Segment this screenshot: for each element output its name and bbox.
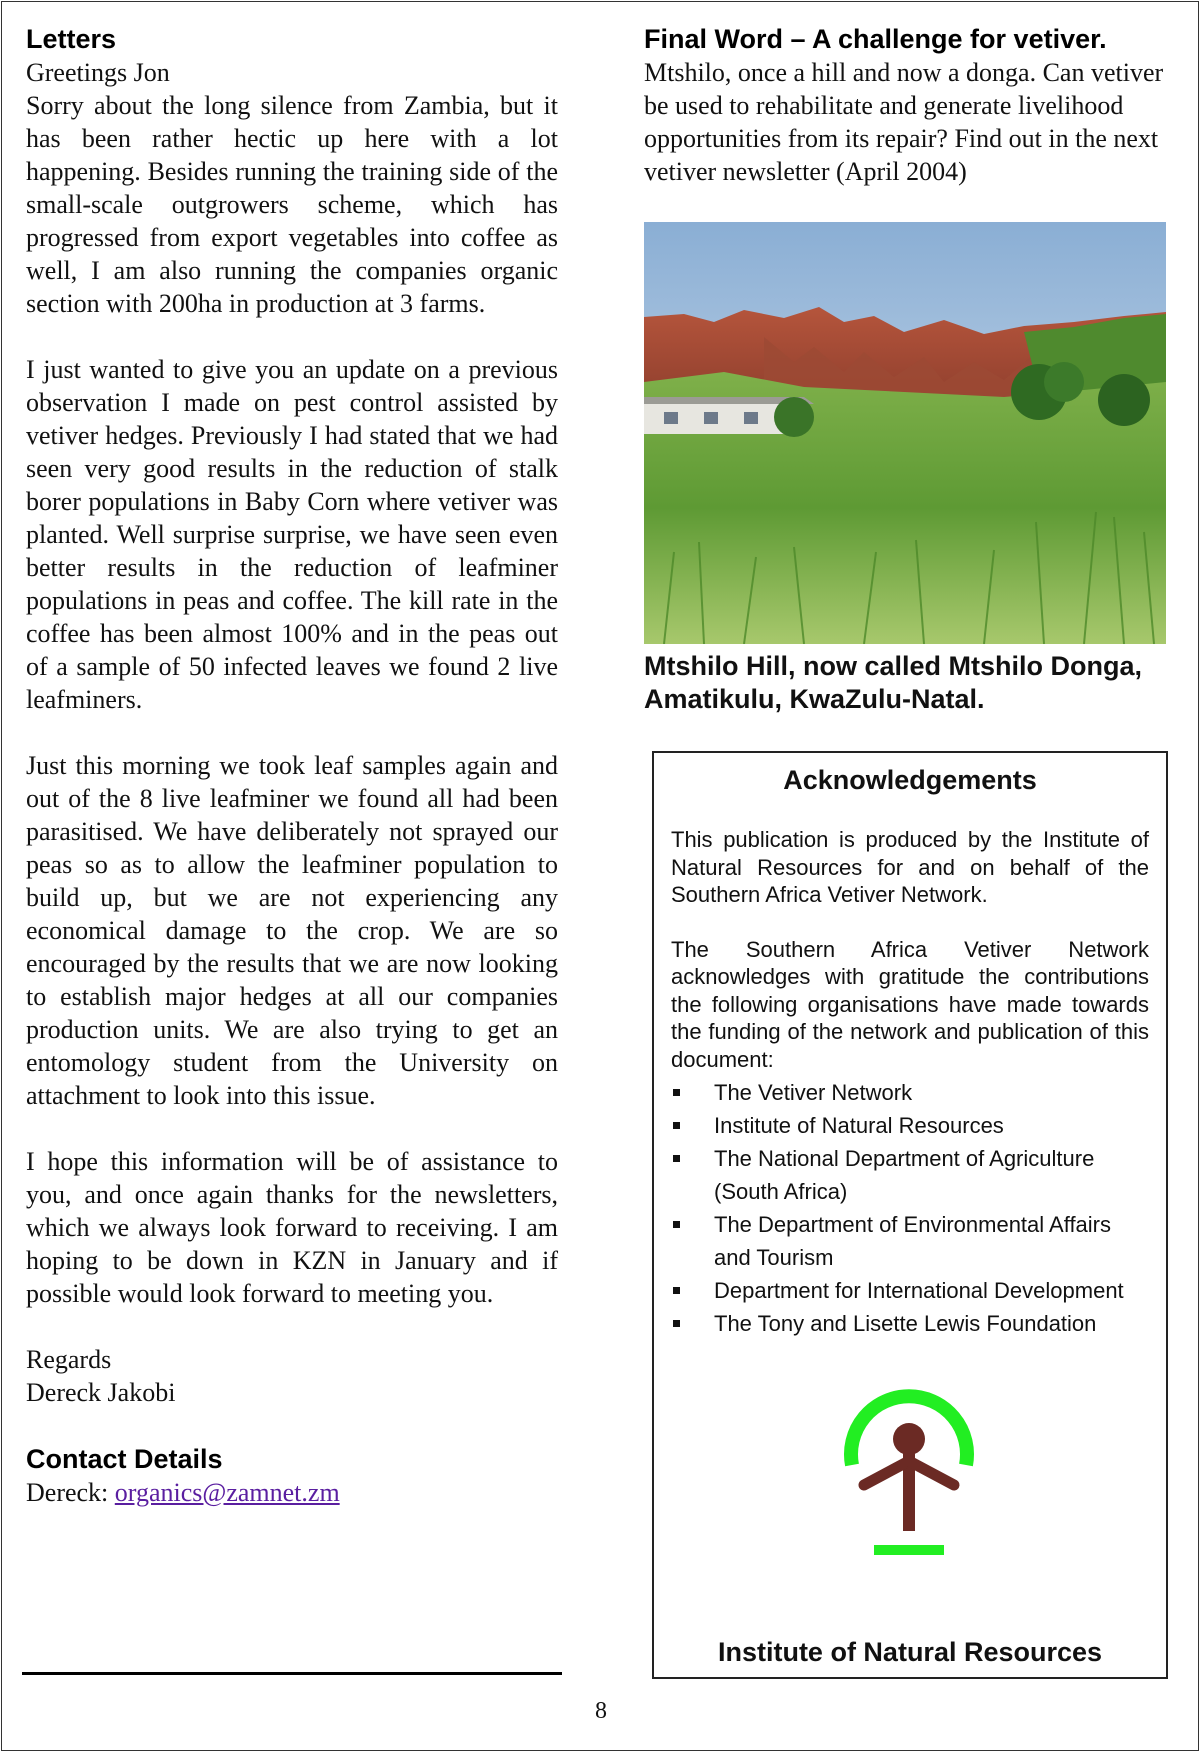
contact-line <box>26 1476 558 1509</box>
organisation-name: The Tony and Lisette Lewis Foundation <box>714 1311 1097 1336</box>
letter-paragraph-2: I just wanted to give you an update on a previous observation I made on pest control assisted by vetiver hedges. Previously I had stated that we had seen very good results in the reduction of stalk borer populations in Baby Corn where vetiver was planted. Well surprise surprise, we have seen even better results in the reduction of leafminer populations in peas and coffee. The kill rate in the coffee has been almost 100% and in the peas out of a sample of 50 infected leaves we found 2 live leafminers. <box>26 355 558 714</box>
letters-column <box>26 22 558 1509</box>
acknowledgements-body <box>671 826 1149 1340</box>
mtshilo-donga-photo <box>644 222 1166 644</box>
acknowledgements-title: Acknowledgements <box>783 765 1037 795</box>
bullet-icon <box>673 1287 680 1294</box>
list-item <box>671 1274 1149 1307</box>
bottom-rule <box>22 1672 562 1675</box>
bullet-icon <box>673 1089 680 1096</box>
letter-greeting: Greetings Jon <box>26 58 170 87</box>
list-item <box>671 1142 1149 1208</box>
contact-label: Dereck: <box>26 1478 115 1507</box>
final-word-column <box>644 22 1174 716</box>
list-item <box>671 1109 1149 1142</box>
organisation-name: Department for International Development <box>714 1278 1124 1303</box>
list-item <box>671 1307 1149 1340</box>
list-item <box>671 1208 1149 1274</box>
letters-heading: Letters <box>26 24 117 54</box>
photo-caption: Mtshilo Hill, now called Mtshilo Donga, Amatikulu, KwaZulu-Natal. <box>644 651 1143 714</box>
inr-logo-icon <box>834 1353 984 1563</box>
acknowledgements-footer: Institute of Natural Resources <box>717 1637 1103 1667</box>
organisation-name: Institute of Natural Resources <box>714 1113 1004 1138</box>
bullet-icon <box>673 1320 680 1327</box>
contact-heading: Contact Details <box>26 1444 223 1474</box>
letter-sign-off: Regards <box>26 1345 112 1374</box>
list-item <box>671 1076 1149 1109</box>
letter-paragraph-4: I hope this information will be of assistance to you, and once again thanks for the newsletters, which we always look forward to receiving. I am hoping to be down in KZN in January and if possible would look forward to meeting you. <box>26 1147 558 1308</box>
letter-paragraph-1: Sorry about the long silence from Zambia, but it has been rather hectic up here with a lot happening. Besides running the training side of the small-scale outgrowers scheme, which has progressed from export vegetables into coffee as well, I am also running the companies organic section with 200ha in production at 3 farms. <box>26 91 558 318</box>
final-word-body: Mtshilo, once a hill and now a donga. Can vetiver be used to rehabilitate and generate livelihood opportunities from its repair? Find out in the next vetiver newsletter (April 2004) <box>644 58 1164 186</box>
page-number: 8 <box>595 1698 607 1724</box>
organisation-name: The National Department of Agriculture (South Africa) <box>714 1146 1095 1204</box>
acknowledgements-box <box>652 751 1168 1679</box>
bullet-icon <box>673 1122 680 1129</box>
bullet-icon <box>673 1221 680 1228</box>
organisation-name: The Department of Environmental Affairs and Tourism <box>714 1212 1112 1270</box>
organisation-name: The Vetiver Network <box>714 1080 913 1105</box>
bullet-icon <box>673 1155 680 1162</box>
organisations-list <box>671 1076 1149 1340</box>
contact-email-link[interactable]: organics@zamnet.zm <box>114 1478 340 1507</box>
letter-paragraph-3: Just this morning we took leaf samples again and out of the 8 live leafminer we found all had been parasitised. We have deliberately not sprayed our peas so as to allow the leafminer population to build up, but we are not experiencing any economical damage to the crop. We are so encouraged by the results that we are now looking to establish major hedges at all our companies production units. We are also trying to get an entomology student from the University on attachment to look into this issue. <box>26 751 558 1110</box>
acknowledgements-para-1: This publication is produced by the Institute of Natural Resources for and on behalf of the Southern Africa Vetiver Network. <box>671 827 1149 907</box>
acknowledgements-para-2: The Southern Africa Vetiver Network acknowledges with gratitude the contributions the following organisations have made towards the funding of the network and publication of this document: <box>671 936 1149 1072</box>
final-word-heading: Final Word – A challenge for vetiver. <box>644 24 1107 54</box>
letter-signature: Dereck Jakobi <box>26 1378 176 1407</box>
